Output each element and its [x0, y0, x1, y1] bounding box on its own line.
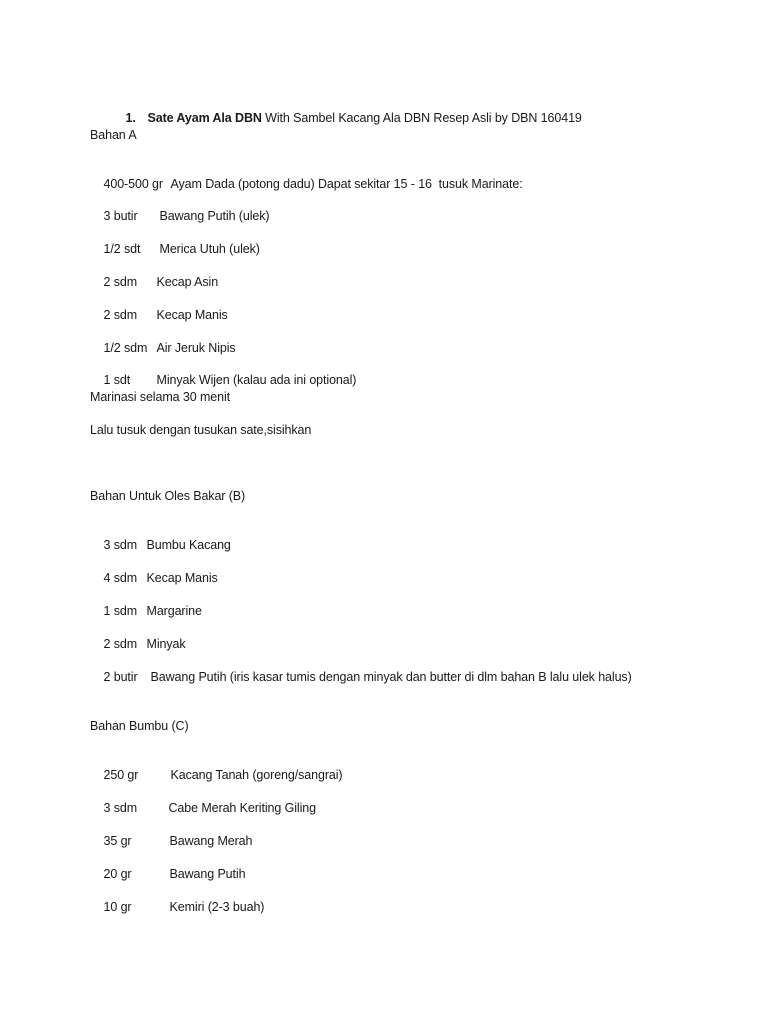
ingredient-line	[90, 653, 632, 701]
ingredient-qty: 2 butir	[103, 670, 138, 684]
ingredient-text: Bawang Putih	[169, 867, 246, 881]
ingredient-qty: 1/2 sdm	[103, 341, 148, 355]
ingredient-qty: 3 sdm	[103, 801, 138, 815]
skewer-note: Lalu tusuk dengan tusukan sate,sisihkan	[90, 423, 312, 437]
ingredient-qty: 1 sdt	[103, 373, 131, 387]
ingredient-qty: 20 gr	[103, 867, 132, 881]
ingredient-qty: 2 sdm	[103, 308, 138, 322]
ingredient-text: Ayam Dada (potong dadu) Dapat sekitar 15 - 16 tusuk Marinate:	[170, 177, 523, 191]
ingredient-qty: 10 gr	[103, 900, 132, 914]
ingredient-text: Kecap Manis	[146, 571, 218, 585]
ingredient-text: Merica Utuh (ulek)	[159, 242, 260, 256]
ingredient-text: Minyak Wijen (kalau ada ini optional)	[156, 373, 357, 387]
ingredient-text: Minyak	[146, 637, 186, 651]
ingredient-qty: 35 gr	[103, 834, 132, 848]
title-number: 1.	[125, 111, 136, 125]
ingredient-line	[90, 883, 264, 931]
ingredient-qty: 1 sdm	[103, 604, 138, 618]
section-b-heading: Bahan Untuk Oles Bakar (B)	[90, 489, 246, 503]
ingredient-text: Kecap Asin	[156, 275, 219, 289]
section-a-heading: Bahan A	[90, 128, 137, 142]
ingredient-qty: 2 sdm	[103, 637, 138, 651]
ingredient-text: Bawang Merah	[169, 834, 253, 848]
ingredient-qty: 4 sdm	[103, 571, 138, 585]
ingredient-text: Cabe Merah Keriting Giling	[168, 801, 316, 815]
ingredient-text: Kecap Manis	[156, 308, 228, 322]
ingredient-qty: 250 gr	[103, 768, 139, 782]
ingredient-text: Kemiri (2-3 buah)	[169, 900, 265, 914]
ingredient-qty: 400-500 gr	[103, 177, 163, 191]
title-rest-text: With Sambel Kacang Ala DBN Resep Asli by DBN 160419	[261, 111, 582, 125]
ingredient-qty: 2 sdm	[103, 275, 138, 289]
recipe-title	[112, 94, 582, 142]
ingredient-text: Bawang Putih (ulek)	[159, 209, 270, 223]
marinate-note: Marinasi selama 30 menit	[90, 390, 231, 404]
ingredient-text: Bawang Putih (iris kasar tumis dengan minyak dan butter di dlm bahan B lalu ulek halus)	[150, 670, 632, 684]
section-c-heading: Bahan Bumbu (C)	[90, 719, 189, 733]
ingredient-text: Air Jeruk Nipis	[156, 341, 236, 355]
ingredient-text: Bumbu Kacang	[146, 538, 231, 552]
title-bold-text: Sate Ayam Ala DBN	[147, 111, 262, 125]
ingredient-qty: 1/2 sdt	[103, 242, 141, 256]
ingredient-text: Margarine	[146, 604, 202, 618]
ingredient-text: Kacang Tanah (goreng/sangrai)	[170, 768, 343, 782]
ingredient-qty: 3 sdm	[103, 538, 138, 552]
ingredient-qty: 3 butir	[103, 209, 138, 223]
